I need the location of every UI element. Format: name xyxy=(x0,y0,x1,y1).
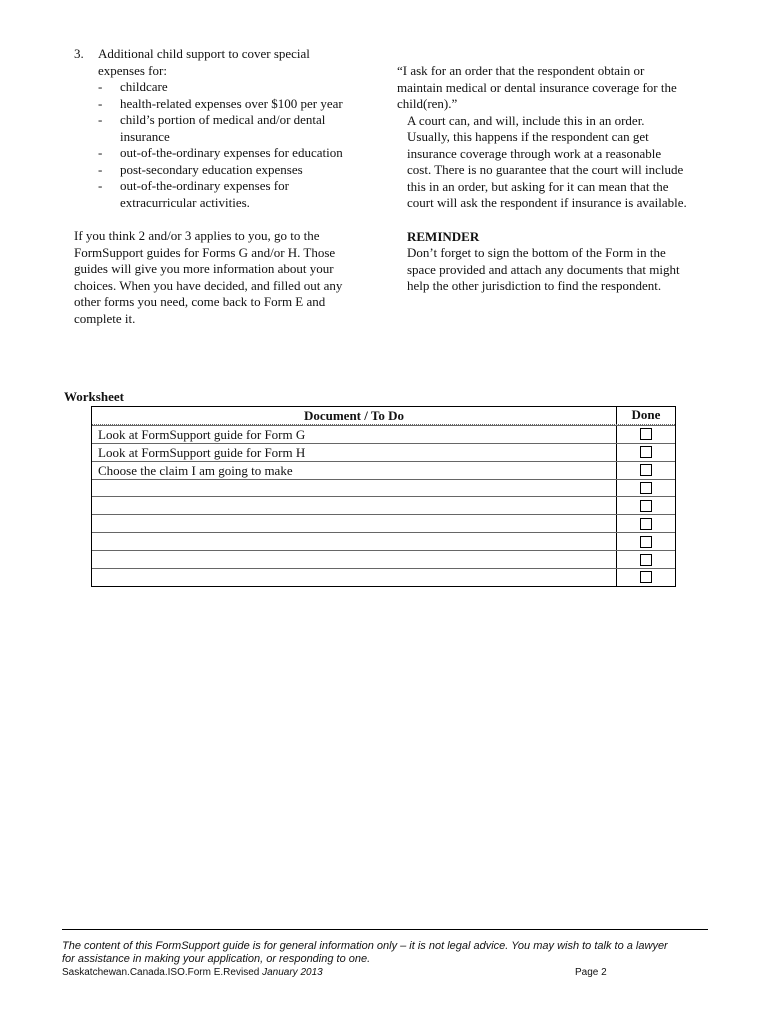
table-header xyxy=(92,407,675,425)
paragraph-line: guides will give you more information about your xyxy=(74,261,334,276)
table-row xyxy=(92,479,675,497)
revision-date: January 2013 xyxy=(262,967,323,978)
done-checkbox[interactable] xyxy=(640,554,652,566)
table-row xyxy=(92,550,675,568)
quote-line: child(ren).” xyxy=(397,96,458,111)
reminder-line: help the other jurisdiction to find the respondent. xyxy=(407,278,662,293)
quote-line: “I ask for an order that the respondent obtain or xyxy=(397,63,645,78)
court-explanation xyxy=(397,113,717,212)
form-source xyxy=(62,967,323,978)
done-checkbox[interactable] xyxy=(640,500,652,512)
column-header-document: Document / To Do xyxy=(92,407,617,424)
todo-cell[interactable] xyxy=(92,533,617,550)
list-item: - post-secondary education expenses xyxy=(98,161,303,177)
todo-cell[interactable] xyxy=(92,480,617,497)
paragraph-line: choices. When you have decided, and filled out any xyxy=(74,277,343,293)
reminder-text xyxy=(397,245,717,295)
reminder-line: space provided and attach any documents that might xyxy=(407,261,680,277)
done-checkbox[interactable] xyxy=(640,518,652,530)
todo-cell[interactable] xyxy=(92,497,617,514)
todo-cell[interactable] xyxy=(92,551,617,568)
disclaimer-line: The content of this FormSupport guide is for general information only – it is not legal advice. You may wish to talk to a lawyer xyxy=(62,940,668,952)
explanation-line: cost. There is no guarantee that the court will include xyxy=(407,162,684,177)
expense-list xyxy=(98,79,374,211)
todo-cell[interactable] xyxy=(92,515,617,532)
left-column xyxy=(74,46,374,327)
done-checkbox[interactable] xyxy=(640,482,652,494)
todo-cell[interactable]: Look at FormSupport guide for Form G xyxy=(92,426,617,443)
reminder-heading: REMINDER xyxy=(407,228,480,244)
done-checkbox[interactable] xyxy=(640,446,652,458)
paragraph-line: If you think 2 and/or 3 applies to you, go to the xyxy=(74,228,320,243)
list-item: - childcare xyxy=(98,79,168,94)
right-column xyxy=(397,63,717,295)
disclaimer-line: for assistance in making your application, or responding to one. xyxy=(62,953,371,965)
paragraph-line: FormSupport guides for Forms G and/or H. Those xyxy=(74,244,336,260)
list-item: - out-of-the-ordinary expenses for education xyxy=(98,145,343,160)
list-item: - health-related expenses over $100 per year xyxy=(98,95,343,111)
paragraph-line: complete it. xyxy=(74,310,136,326)
source-label: Saskatchewan.Canada.ISO.Form E.Revised xyxy=(62,967,260,978)
table-row xyxy=(92,461,675,479)
reminder-line: Don’t forget to sign the bottom of the Form in the xyxy=(407,245,666,260)
table-row xyxy=(92,514,675,532)
paragraph-line: other forms you need, come back to Form E and xyxy=(74,294,326,309)
todo-cell[interactable] xyxy=(92,569,617,586)
item-text-line: Additional child support to cover special xyxy=(98,46,310,61)
list-item: - out-of-the-ordinary expenses for xyxy=(98,178,289,193)
footer-divider xyxy=(62,929,708,930)
legal-disclaimer xyxy=(62,940,712,966)
done-checkbox[interactable] xyxy=(640,428,652,440)
explanation-line: A court can, and will, include this in an order. xyxy=(407,112,645,128)
explanation-line: court will ask the respondent if insurance is available. xyxy=(407,195,687,210)
table-row xyxy=(92,532,675,550)
explanation-line: insurance coverage through work at a reasonable xyxy=(407,145,662,161)
column-header-done: Done xyxy=(631,407,661,423)
table-row xyxy=(92,443,675,461)
table-row xyxy=(92,568,675,586)
done-checkbox[interactable] xyxy=(640,464,652,476)
numbered-item-3 xyxy=(74,46,374,211)
worksheet-table xyxy=(91,406,676,587)
worksheet-title: Worksheet xyxy=(64,389,124,404)
done-checkbox[interactable] xyxy=(640,536,652,548)
quote-line: maintain medical or dental insurance coverage for the xyxy=(397,79,677,95)
list-item: - child’s portion of medical and/or dental xyxy=(98,112,326,127)
table-row xyxy=(92,496,675,514)
done-checkbox[interactable] xyxy=(640,571,652,583)
explanation-line: Usually, this happens if the respondent can get xyxy=(407,129,649,144)
item-text-line: expenses for: xyxy=(98,62,167,78)
order-quote xyxy=(397,63,717,113)
explanation-line: this in an order, but asking for it can mean that the xyxy=(407,178,669,194)
list-item-continuation: insurance xyxy=(120,128,170,144)
list-item-continuation: extracurricular activities. xyxy=(120,194,250,210)
todo-cell[interactable]: Look at FormSupport guide for Form H xyxy=(92,444,617,461)
page-number: Page 2 xyxy=(575,967,607,978)
table-row xyxy=(92,425,675,443)
todo-cell[interactable]: Choose the claim I am going to make xyxy=(92,462,617,479)
guide-paragraph xyxy=(74,228,374,327)
item-number: 3. xyxy=(74,46,84,61)
